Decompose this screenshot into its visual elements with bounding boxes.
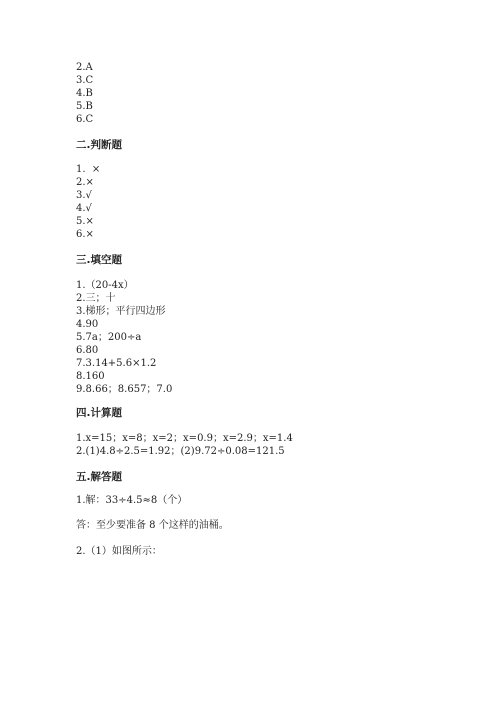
answer-line: 2.× [76, 177, 94, 188]
solve-line-2 [76, 545, 162, 558]
solve-line-1 [76, 494, 187, 507]
answer-line: 答：至少要准备 8 个这样的油桶。 [76, 520, 229, 531]
answer-line: 8.160 [76, 371, 105, 382]
answer-line: 1.解：33÷4.5≈8（个） [76, 495, 188, 506]
answer-line: 5.7a；200÷a [76, 332, 142, 343]
section-heading: 三.填空题 [76, 254, 122, 266]
answer-line: 5.× [76, 216, 94, 227]
answer-line: 3.√ [76, 190, 92, 201]
fill-answers [76, 279, 172, 396]
fill-section [76, 253, 122, 267]
calc-answers [76, 432, 293, 458]
calc-section [76, 406, 122, 420]
answer-line: 2.（1）如图所示： [76, 546, 162, 557]
answer-line: 2.三；十 [76, 293, 116, 304]
answer-line: 1.（20-4x） [76, 280, 134, 291]
answer-line: 1. × [76, 164, 101, 175]
answer-line: 3.梯形；平行四边形 [76, 306, 166, 317]
answer-line: 6.× [76, 229, 94, 240]
answer-line: 4.√ [76, 203, 92, 214]
answer-line: 4.B [76, 88, 93, 99]
choice-answers [76, 61, 93, 126]
section-heading: 五.解答题 [76, 471, 122, 483]
judge-section [76, 138, 122, 152]
section-heading: 四.计算题 [76, 407, 122, 419]
answer-line: 2.(1)4.8÷2.5=1.92；(2)9.72÷0.08=121.5 [76, 446, 285, 457]
answer-line: 6.C [76, 114, 94, 125]
answer-line: 1.x=15；x=8；x=2；x=0.9；x=2.9；x=1.4 [76, 433, 293, 444]
answer-line: 2.A [76, 62, 93, 73]
answer-line: 5.B [76, 101, 93, 112]
answer-line: 3.C [76, 75, 94, 86]
solve-section [76, 470, 122, 484]
solve-answer [76, 519, 229, 532]
answer-line: 9.8.66；8.657；7.0 [76, 384, 173, 395]
section-heading: 二.判断题 [76, 139, 122, 151]
answer-line: 7.3.14+5.6×1.2 [76, 358, 157, 369]
answer-line: 4.90 [76, 319, 99, 330]
judge-answers [76, 163, 100, 241]
answer-line: 6.80 [76, 345, 99, 356]
